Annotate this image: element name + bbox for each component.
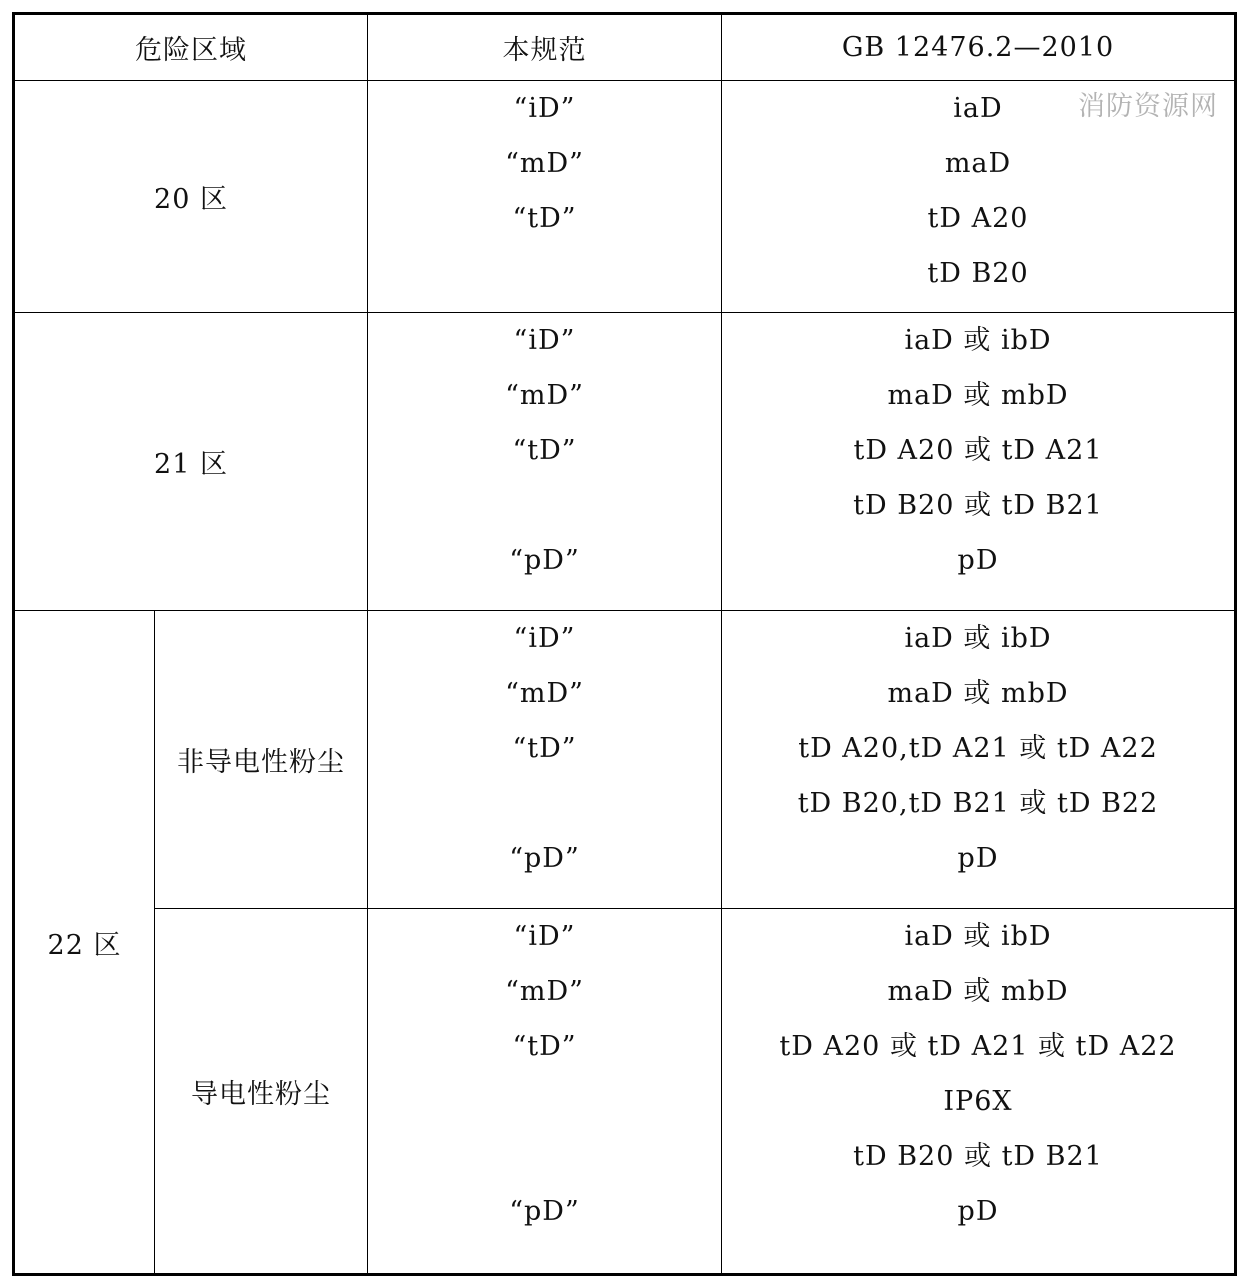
cell-line xyxy=(368,776,721,831)
cell-line: “pD” xyxy=(509,843,580,874)
zone-20-label: 20 区 xyxy=(14,81,368,313)
cell-line: maD xyxy=(944,148,1012,179)
cell-line: “pD” xyxy=(509,1196,580,1227)
cell-line: “mD” xyxy=(505,380,584,411)
zone-21-label: 21 区 xyxy=(14,313,368,611)
cell-line xyxy=(368,478,721,533)
cell-line: “tD” xyxy=(512,733,577,764)
watermark: 消防资源网 xyxy=(1078,91,1218,122)
cell-line: “iD” xyxy=(513,325,576,356)
cell-line: “mD” xyxy=(505,148,584,179)
zone-20-row xyxy=(14,81,1236,313)
conductive-gb xyxy=(722,909,1236,1275)
zone-20-this-code xyxy=(368,81,722,313)
cell-line: iaD 或 ibD xyxy=(904,325,1052,356)
cell-line: maD 或 mbD xyxy=(887,380,1069,411)
cell-line: tD B20,tD B21 或 tD B22 xyxy=(797,788,1159,819)
cell-line: iaD xyxy=(953,93,1003,124)
cell-line: “tD” xyxy=(512,1031,577,1062)
cell-line: tD B20 xyxy=(927,258,1029,289)
zone-21-row xyxy=(14,313,1236,611)
header-this-code: 本规范 xyxy=(368,14,722,81)
cell-line: “pD” xyxy=(509,545,580,576)
cell-line: maD 或 mbD xyxy=(887,678,1069,709)
cell-line: iaD 或 ibD xyxy=(904,623,1052,654)
zone-22-label: 22 区 xyxy=(14,611,155,1275)
cell-line: tD A20 或 tD A21 xyxy=(853,435,1103,466)
cell-line: tD A20,tD A21 或 tD A22 xyxy=(798,733,1158,764)
cell-line xyxy=(368,1129,721,1184)
cell-line: “iD” xyxy=(513,93,576,124)
cell-line: tD A20 xyxy=(927,203,1029,234)
cell-line: tD B20 或 tD B21 xyxy=(853,1141,1103,1172)
non-conductive-dust-label: 非导电性粉尘 xyxy=(155,611,368,909)
header-row xyxy=(14,14,1236,81)
zone-22-conductive-row xyxy=(14,909,1236,1275)
header-gb-standard: GB 12476.2—2010 xyxy=(722,14,1236,81)
cell-line: “mD” xyxy=(505,976,584,1007)
cell-line: “tD” xyxy=(512,203,577,234)
non-conductive-gb xyxy=(722,611,1236,909)
zone-21-this-code xyxy=(368,313,722,611)
cell-line: “iD” xyxy=(513,623,576,654)
cell-line: tD A20 或 tD A21 或 tD A22 xyxy=(779,1031,1177,1062)
cell-line: pD xyxy=(957,1196,999,1227)
cell-line: IP6X xyxy=(943,1086,1013,1117)
conductive-this-code xyxy=(368,909,722,1275)
cell-line: iaD 或 ibD xyxy=(904,921,1052,952)
non-conductive-this-code xyxy=(368,611,722,909)
equipment-protection-table xyxy=(12,12,1237,1276)
conductive-dust-label: 导电性粉尘 xyxy=(155,909,368,1275)
header-zone: 危险区域 xyxy=(14,14,368,81)
cell-line: tD B20 或 tD B21 xyxy=(853,490,1103,521)
cell-line: “iD” xyxy=(513,921,576,952)
zone-22-non-conductive-row xyxy=(14,611,1236,909)
cell-line: pD xyxy=(957,545,999,576)
cell-line: “tD” xyxy=(512,435,577,466)
cell-line: pD xyxy=(957,843,999,874)
zone-21-gb xyxy=(722,313,1236,611)
cell-line: “mD” xyxy=(505,678,584,709)
cell-line xyxy=(368,1074,721,1129)
cell-line: maD 或 mbD xyxy=(887,976,1069,1007)
